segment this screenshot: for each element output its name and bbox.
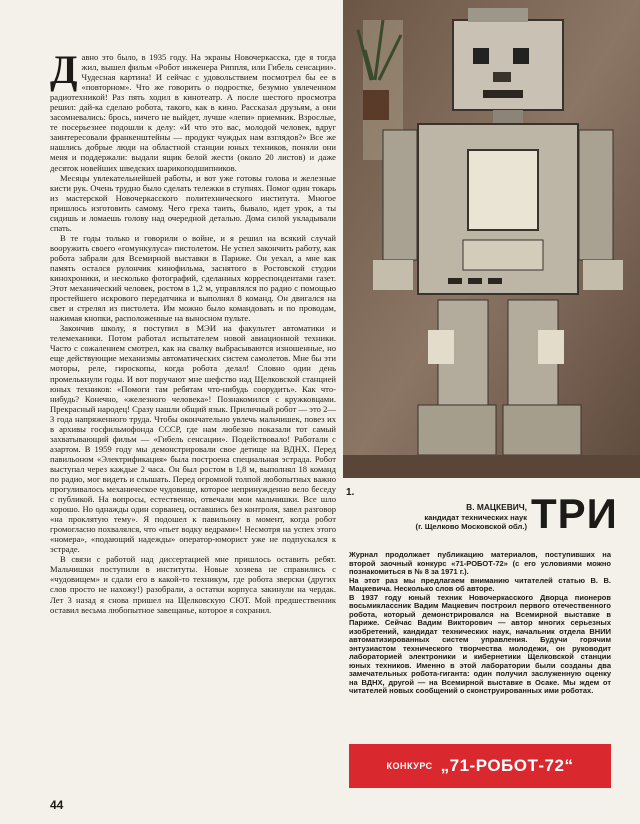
drop-cap: Д xyxy=(50,47,78,92)
article-paragraph-4: Закончив школу, я поступил в МЭИ на факультет автоматики и телемеханики. Потом работал испытателем новой авиационной техники. Часто с сожалением смотрел, как на свалку выбрасываются изношенные, но еще действующие механизмы автоматических систем самолетов. Мне бы эти моторы, реле, гироскопы, когда робота делал! Словно один день промелькнули годы. И вот поручают мне шефство над Щелковской станцией юных техников: «Помоги там ребятам что-нибудь соорудить». Как что-нибудь? Конечно, «железного человека»! Познакомился с кружковцами. Прекрасный народец! Сразу нашли общий язык. Приличный робот — это 2—3 года напряженного труда. Чтобы окончательно увлечь мальчишек, повез их в архивы госфильмофонда СССР, где нам любезно показали тот самый захватывающий фильм — «Гибель сенсации». Подействовало! Работали с азартом. В 1959 году мы демонстрировали свое детище на ВДНХ. Перед павильоном «Электрификация» была построена специальная эстрада. Робот выступал через каждые 2 часа. Он был ростом в 1,8 м, выполнял 18 команд по радио, мог видеть и слышать. Перед огромной толпой любопытных важно прогуливалось механическое чудовище, которое непринужденно вело беседу с публикой. На вопросы, естественно, отвечали мои мальчишки. Все шло хорошо. Но однажды один сорванец, оставшись без контроля, завел разговор «на проклятую тему». Я подошел к павильону в момент, когда робот громогласно похвалялся, что «пьет водку ведрами»! Несмотря на успех этого «номера», «подающий надежды» оператор-юморист уже не подпускался к эстраде. xyxy=(50,323,336,555)
author-name: В. МАЦКЕВИЧ, xyxy=(466,502,527,512)
article-paragraph-3: В те годы только и говорили о войне, и я решил на всякий случай вооружить своего «гомункулуса» пистолетом. Не успел закончить работу, как робота забрали для Всемирной выставки в Париже. Он уехал, а мне как память остался рулончик кинофильма, заснятого в Ростовской студии кинохроники, и несколько фотографий, сделанных корреспондентами газет. Этот механический человек, ростом в 1,2 м, управлялся по радио с помощью простейшего искрового передатчика и выполнял 8 команд. Он двигался на свет и стрелял из пистолета. Им можно было командовать и по проводам, нажимая кнопки, расположенные на выносном пульте. xyxy=(50,232,336,324)
contest-banner xyxy=(349,744,611,788)
robot-photo xyxy=(343,0,640,478)
editorial-intro xyxy=(349,551,611,696)
intro-paragraph-2: На этот раз мы предлагаем вниманию читателей статью В. В. Мацкевича. Несколько слов об авторе. xyxy=(349,575,611,593)
figure-number: 1. xyxy=(346,487,355,498)
author-title: кандидат технических наук xyxy=(424,512,527,522)
contest-name: „71-РОБОТ-72“ xyxy=(440,756,574,775)
article-paragraph-5: В связи с работой над диссертацией мне пришлось оставить ребят. Мальчишки поступили в институты. Новые хозяева не справились с «чудовищем» и сдали его в какой-то техникум, где робота зверски (других слов просто не нахожу!) разобрали, а остатки корпуса закинули на чердак. Лет 3 назад я снова пришел на Щелковскую СЮТ. Мой предшественник оставил весьма любопытное завещанье, которое я сохранил. xyxy=(50,554,336,615)
headline: ТРИ xyxy=(531,490,618,537)
contest-label: КОНКУРС xyxy=(386,761,433,771)
page-number: 44 xyxy=(50,798,64,812)
article-paragraph-2: Месяцы увлекательнейшей работы, и вот уже готовы голова и железные кисти рук. Очень трудно было сделать тележки в ступнях. Помог один токарь из мастерской Новочеркасского политехнического института. Многое пришлось изготовить самому. Чего греха таить, бывало, идет урок, а ты сидишь и ломаешь голову над очередной деталью. Дома силой укладывали спать. xyxy=(50,172,336,233)
article-paragraph-1: Давно это было, в 1935 году. На экраны Новочеркасска, где я тогда жил, вышел фильм «Робот инженера Риппля, или Гибель сенсации». Чудесная картина! И сейчас с удовольствием посмотрел бы ее в «повторном». Что же говорить о подростке, безумно увлеченном радиотехникой! Раз пять ходил в кинотеатр. А после шестого просмотра решил: дай-ка сделаю робота, такого, как в кино. Рассказал друзьям, а они засомневались: брось, ничего не выйдет, лучше «лепи» приемник. Взрослые, те посерьезнее подошли к делу: «И что это вас, молодой человек, вдруг заинтересовали франкенштейны — продукт чуждых нам взглядов?» Все же нашлись добрые люди на областной станции юных техников, поняли они меня и поддержали: выдали ящик белой жести (около 20 листов) и даже десяток новейших шведских шарикоподшипников. xyxy=(50,47,336,173)
intro-paragraph-1: Журнал продолжает публикацию материалов, поступивших на второй заочный конкурс «71-РОБОТ-72» (с его условиями можно познакомиться в № 8 за 1971 г.). xyxy=(349,550,611,576)
author-byline xyxy=(349,503,527,532)
robot-illustration xyxy=(343,0,640,478)
author-location: (г. Щелково Московской обл.) xyxy=(415,522,527,532)
article-body xyxy=(50,47,336,615)
intro-paragraph-3: В 1937 году юный техник Новочеркасского Дворца пионеров восьмиклассник Вадим Мацкевич построил первого отечественного робота, который демонстрировался на Всемирной выставке в Париже. Сейчас Вадим Викторович — автор многих серьезных изобретений, кандидат технических наук, начальник отдела ВНИИ автоматизированных систем управления. Будучи горячим энтузиастом технического творчества молодежи, он руководит лабораторией электроники и кибернетики Щелковской станции юных техников. Именно в этой лаборатории были созданы два замечательных робота-гиганта: один получил заслуженную оценку на ВДНХ, другой — на Всемирной выставке в Осаке. Мы ждем от читателей новых сообщений о сконструированных ими роботах. xyxy=(349,592,611,695)
